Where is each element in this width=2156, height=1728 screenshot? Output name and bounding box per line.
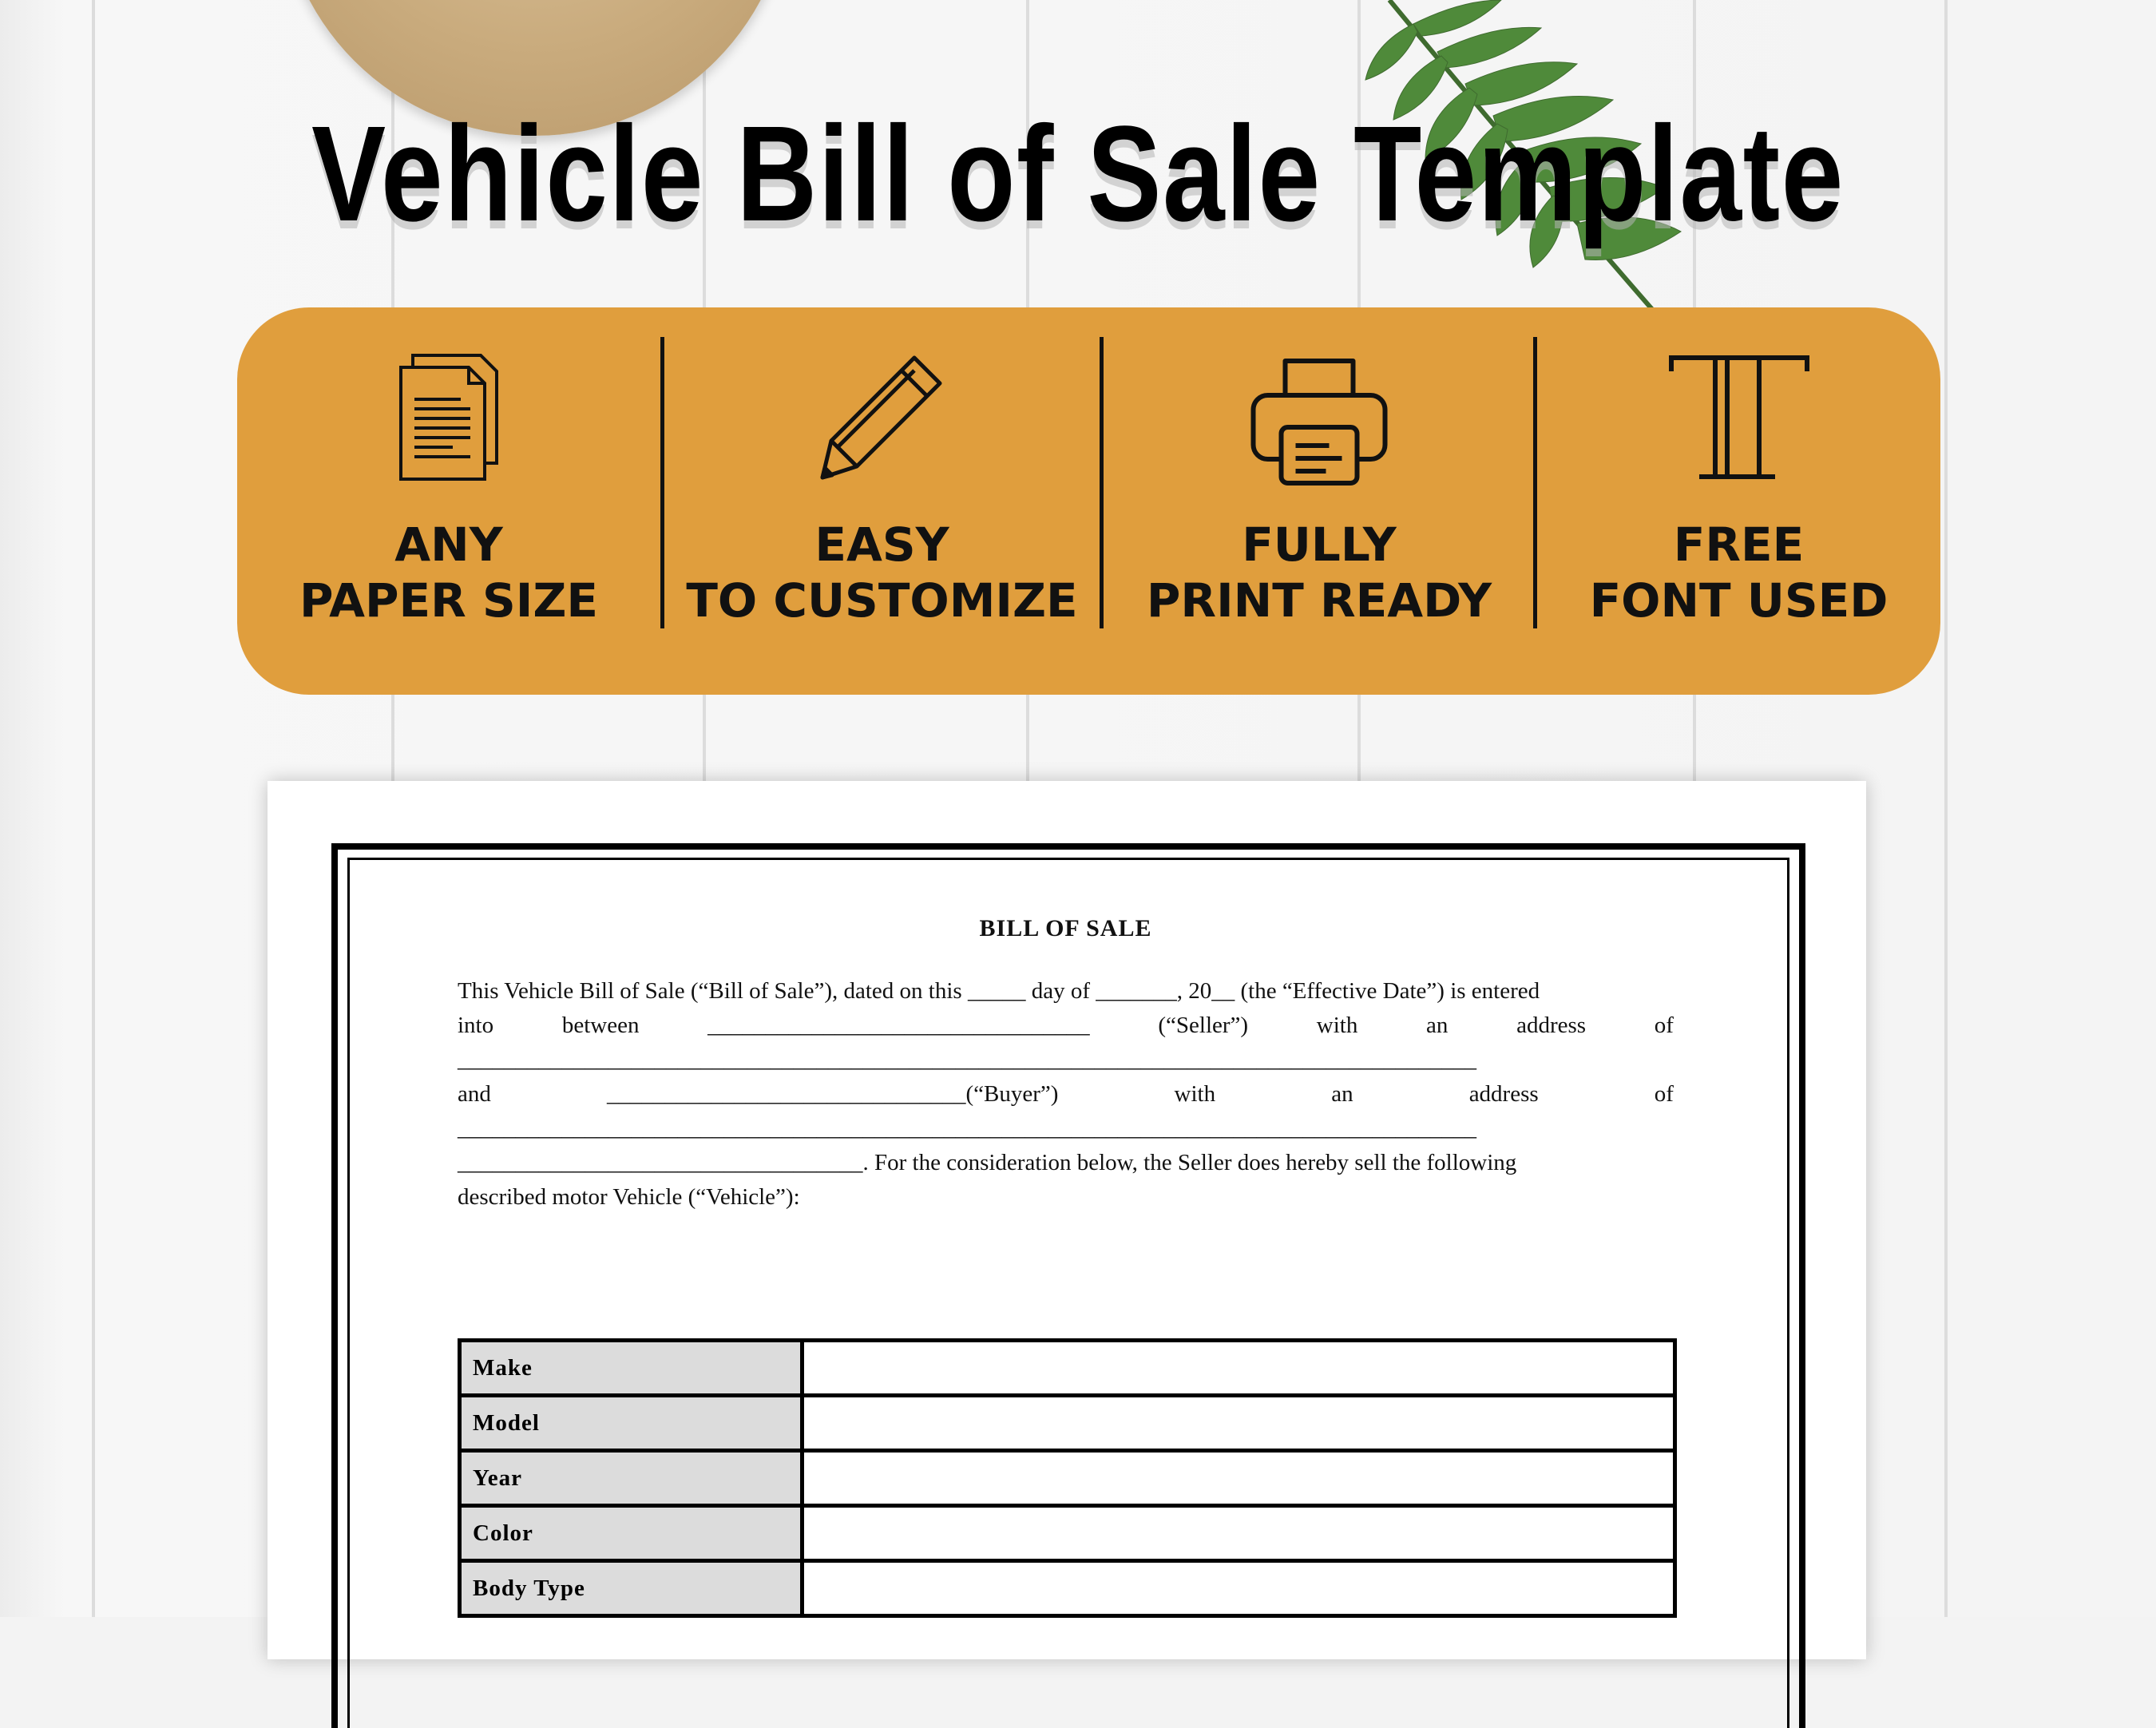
row-value-field[interactable] xyxy=(803,1341,1675,1396)
row-label: Year xyxy=(460,1451,803,1506)
row-label: Color xyxy=(460,1506,803,1561)
plank-divider xyxy=(92,0,95,1617)
text-line: into between _________________________________ (“Seller”) with an address of xyxy=(458,1013,1674,1038)
vehicle-details-table xyxy=(458,1338,1677,1618)
row-label: Body Type xyxy=(460,1561,803,1616)
row-value-field[interactable] xyxy=(803,1506,1675,1561)
row-value-field[interactable] xyxy=(803,1396,1675,1451)
feature-free-font-used xyxy=(1537,307,1940,695)
feature-any-paper-size xyxy=(237,307,660,695)
table-row xyxy=(460,1341,1675,1396)
text-line: described motor Vehicle (“Vehicle”): xyxy=(458,1184,800,1210)
document-body xyxy=(458,915,1674,1215)
document-heading: BILL OF SALE xyxy=(979,915,1152,941)
feature-label: FULLY PRINT READY xyxy=(1146,517,1492,628)
pencil-icon xyxy=(818,351,946,483)
table-row xyxy=(460,1506,1675,1561)
text-line: and _______________________________(“Buyer”) with an address of xyxy=(458,1081,1674,1107)
printer-icon xyxy=(1250,351,1389,487)
row-label: Model xyxy=(460,1396,803,1451)
feature-easy-to-customize xyxy=(664,307,1100,695)
text-line: ________________________________________________________________________________________ xyxy=(458,1116,1476,1141)
table-row xyxy=(460,1396,1675,1451)
text-line: ________________________________________________________________________________________ xyxy=(458,1047,1476,1072)
feature-fully-print-ready xyxy=(1104,307,1535,695)
feature-label: FREE FONT USED xyxy=(1589,517,1888,628)
feature-label: EASY TO CUSTOMIZE xyxy=(686,517,1078,628)
font-icon xyxy=(1667,351,1811,483)
document-paragraph xyxy=(458,974,1674,1215)
features-banner xyxy=(237,307,1940,695)
page-title: Vehicle Bill of Sale Template xyxy=(311,98,1845,250)
row-value-field[interactable] xyxy=(803,1451,1675,1506)
table-row xyxy=(460,1451,1675,1506)
table-row xyxy=(460,1561,1675,1616)
documents-icon xyxy=(397,351,501,483)
text-line: This Vehicle Bill of Sale (“Bill of Sale”), dated on this _____ day of _______, 20__ (the “Effective Date”) is entered xyxy=(458,978,1540,1004)
document-page xyxy=(268,781,1866,1659)
row-value-field[interactable] xyxy=(803,1561,1675,1616)
row-label: Make xyxy=(460,1341,803,1396)
text-line: ___________________________________. For the consideration below, the Seller does hereby sell the following xyxy=(458,1150,1517,1175)
feature-label: ANY PAPER SIZE xyxy=(299,517,599,628)
